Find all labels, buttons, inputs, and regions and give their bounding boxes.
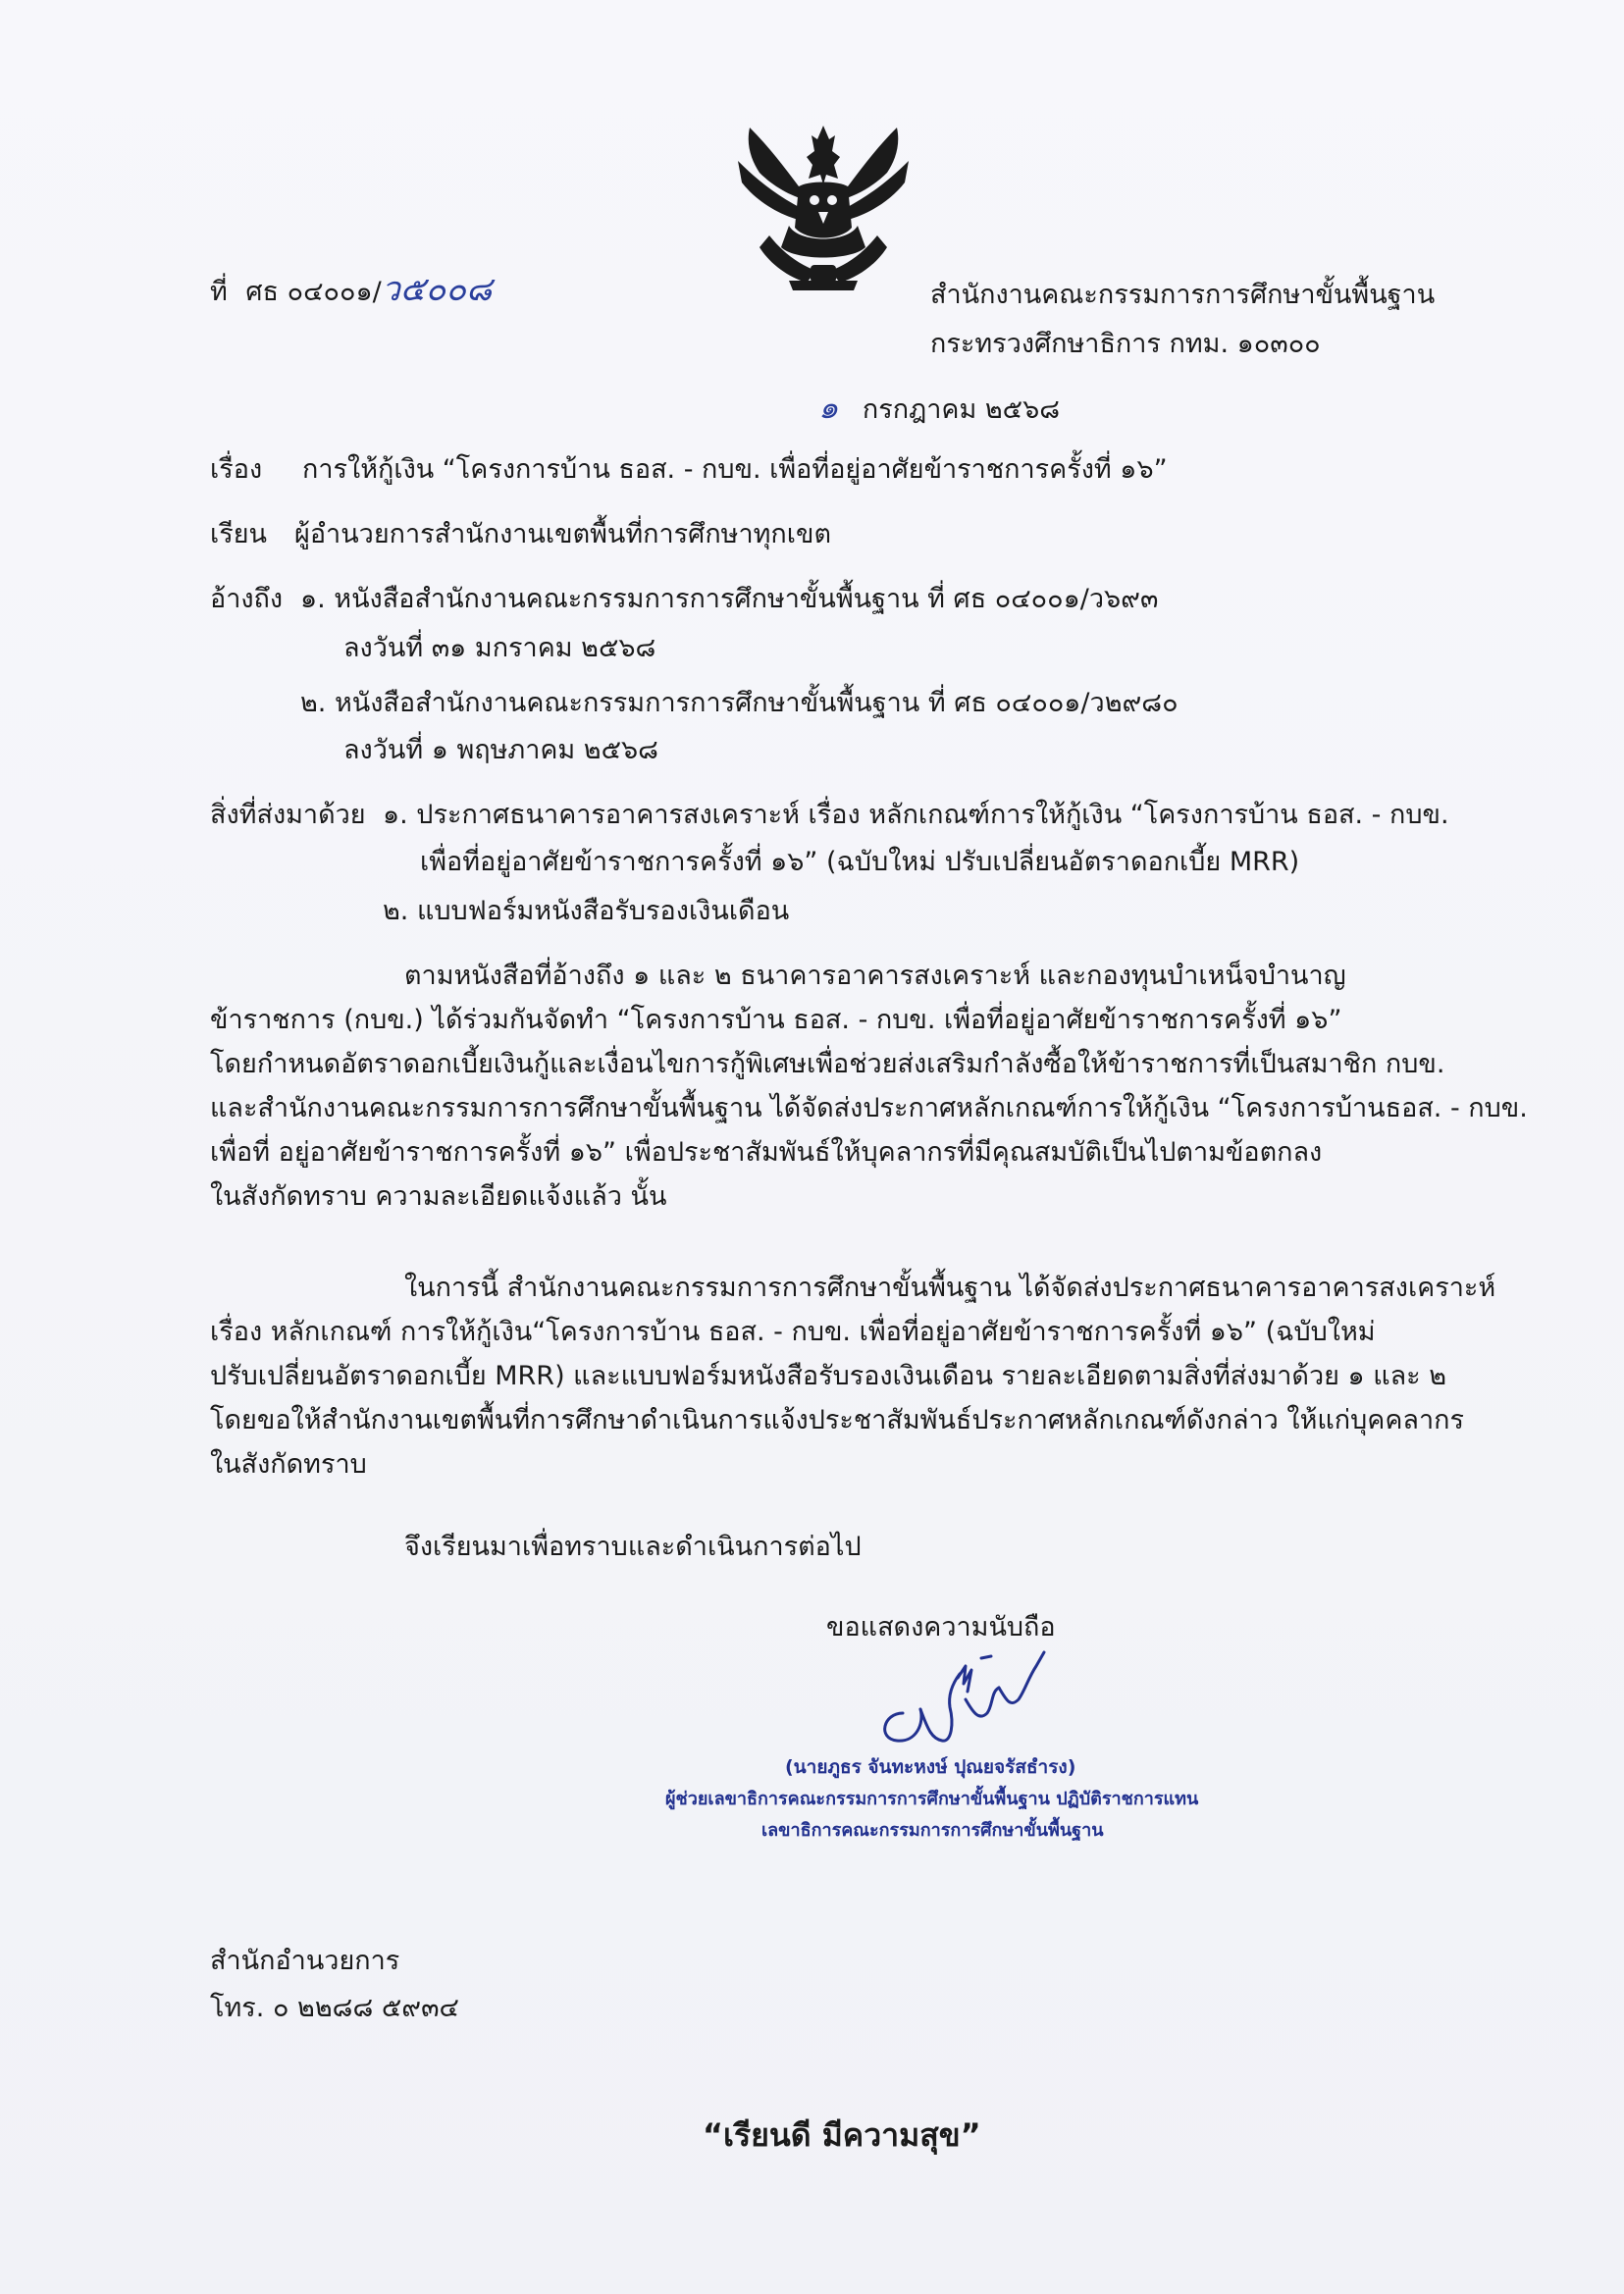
date-handwritten-day: ๑ — [818, 389, 839, 426]
recipient-text: ผู้อำนวยการสำนักงานเขตพื้นที่การศึกษาทุกเขต — [294, 519, 831, 549]
paragraph-line: โดยขอให้สำนักงานเขตพื้นที่การศึกษาดำเนินการแจ้งประชาสัมพันธ์ประกาศหลักเกณฑ์ดังกล่าว ให้แก่บุคคลากร — [210, 1405, 1464, 1435]
reference-item-2-line1: ๒. หนังสือสำนักงานคณะกรรมการการศึกษาขั้นพื้นฐาน ที่ ศธ ๐๔๐๐๑/ว๒๙๘๐ — [300, 688, 1179, 718]
references-label: อ้างถึง — [210, 584, 284, 614]
reference-label: ที่ — [210, 277, 228, 307]
paragraph-line: เรื่อง หลักเกณฑ์ การให้กู้เงิน“โครงการบ้าน ธอส. - กบข. เพื่อที่อยู่อาศัยข้าราชการครั้งที่ ๑๖” (ฉบับใหม่ — [210, 1317, 1376, 1347]
reference-prefix: ศธ ๐๔๐๐๑/ — [245, 277, 382, 307]
reference-handwritten-number: ว๕๐๐๘ — [381, 270, 493, 309]
paragraph-line: ในสังกัดทราบ — [210, 1449, 367, 1480]
reference-item-1-line1: ๑. หนังสือสำนักงานคณะกรรมการการศึกษาขั้นพื้นฐาน ที่ ศธ ๐๔๐๐๑/ว๖๙๓ — [300, 584, 1159, 614]
office-address-line1: สำนักงานคณะกรรมการการศึกษาขั้นพื้นฐาน — [930, 280, 1436, 310]
slogan: “เรียนดี มีความสุข” — [703, 2116, 981, 2154]
reference-number — [210, 270, 493, 309]
signatory-title-line1: ผู้ช่วยเลขาธิการคณะกรรมการการศึกษาขั้นพื้นฐาน ปฏิบัติราชการแทน — [665, 1789, 1199, 1809]
subject-text: การให้กู้เงิน “โครงการบ้าน ธอส. - กบข. เพื่อที่อยู่อาศัยข้าราชการครั้งที่ ๑๖” — [302, 454, 1168, 485]
subject-label: เรื่อง — [210, 454, 263, 485]
body-paragraph-2 — [210, 1266, 1496, 1486]
paragraph-line: ตามหนังสือที่อ้างถึง ๑ และ ๒ ธนาคารอาคารสงเคราะห์ และกองทุนบำเหน็จบำนาญ — [404, 961, 1346, 991]
closing-sentence: จึงเรียนมาเพื่อทราบและดำเนินการต่อไป — [404, 1532, 862, 1562]
recipient-label: เรียน — [210, 519, 268, 549]
paragraph-line: โดยกำหนดอัตราดอกเบี้ยเงินกู้และเงื่อนไขการกู้พิเศษเพื่อช่วยส่งเสริมกำลังซื้อให้ข้าราชการที่เป็นสมาชิก กบข. — [210, 1049, 1445, 1079]
garuda-emblem-icon — [730, 118, 917, 292]
paragraph-line: ปรับเปลี่ยนอัตราดอกเบี้ย MRR) และแบบฟอร์มหนังสือรับรองเงินเดือน รายละเอียดตามสิ่งที่ส่งมาด้วย ๑ และ ๒ — [210, 1361, 1447, 1391]
date-month-year: กรกฎาคม ๒๕๖๘ — [862, 394, 1061, 425]
contact-phone: โทร. ๐ ๒๒๘๘ ๕๙๓๔ — [210, 1993, 459, 2023]
enclosure-item-1-line1: ๑. ประกาศธนาคารอาคารสงเคราะห์ เรื่อง หลักเกณฑ์การให้กู้เงิน “โครงการบ้าน ธอส. - กบข. — [383, 800, 1449, 830]
office-address-line2: กระทรวงศึกษาธิการ กทม. ๑๐๓๐๐ — [930, 329, 1321, 359]
signature-salutation: ขอแสดงความนับถือ — [826, 1612, 1056, 1642]
reference-item-1-line2: ลงวันที่ ๓๑ มกราคม ๒๕๖๘ — [343, 633, 656, 663]
issuing-unit: สำนักอำนวยการ — [210, 1946, 400, 1976]
paragraph-line: และสำนักงานคณะกรรมการการศึกษาขั้นพื้นฐาน ได้จัดส่งประกาศหลักเกณฑ์การให้กู้เงิน “โครงการบ้านธอส. - กบข. — [210, 1093, 1528, 1123]
signatory-title-line2: เลขาธิการคณะกรรมการการศึกษาขั้นพื้นฐาน — [761, 1820, 1104, 1841]
paragraph-line: ในสังกัดทราบ ความละเอียดแจ้งแล้ว นั้น — [210, 1181, 667, 1212]
handwritten-signature — [864, 1644, 1060, 1754]
signatory-name: (นายภูธร จันทะหงษ์ ปุณยจรัสธำรง) — [785, 1756, 1076, 1778]
paragraph-line: ในการนี้ สำนักงานคณะกรรมการการศึกษาขั้นพื้นฐาน ได้จัดส่งประกาศธนาคารอาคารสงเคราะห์ — [404, 1273, 1496, 1303]
paragraph-line: เพื่อที่ อยู่อาศัยข้าราชการครั้งที่ ๑๖” เพื่อประชาสัมพันธ์ให้บุคลากรที่มีคุณสมบัติเป็นไปตามข้อตกลง — [210, 1137, 1323, 1168]
enclosure-item-2: ๒. แบบฟอร์มหนังสือรับรองเงินเดือน — [383, 896, 790, 926]
enclosure-item-1-line2: เพื่อที่อยู่อาศัยข้าราชการครั้งที่ ๑๖” (ฉบับใหม่ ปรับเปลี่ยนอัตราดอกเบี้ย MRR) — [420, 847, 1300, 877]
reference-item-2-line2: ลงวันที่ ๑ พฤษภาคม ๒๕๖๘ — [343, 735, 658, 765]
letter-date — [818, 391, 1060, 427]
paragraph-line: ข้าราชการ (กบข.) ได้ร่วมกันจัดทำ “โครงการบ้าน ธอส. - กบข. เพื่อที่อยู่อาศัยข้าราชการครั้งที่ ๑๖” — [210, 1005, 1342, 1035]
body-paragraph-1 — [210, 954, 1528, 1219]
enclosures-label: สิ่งที่ส่งมาด้วย — [210, 800, 366, 830]
